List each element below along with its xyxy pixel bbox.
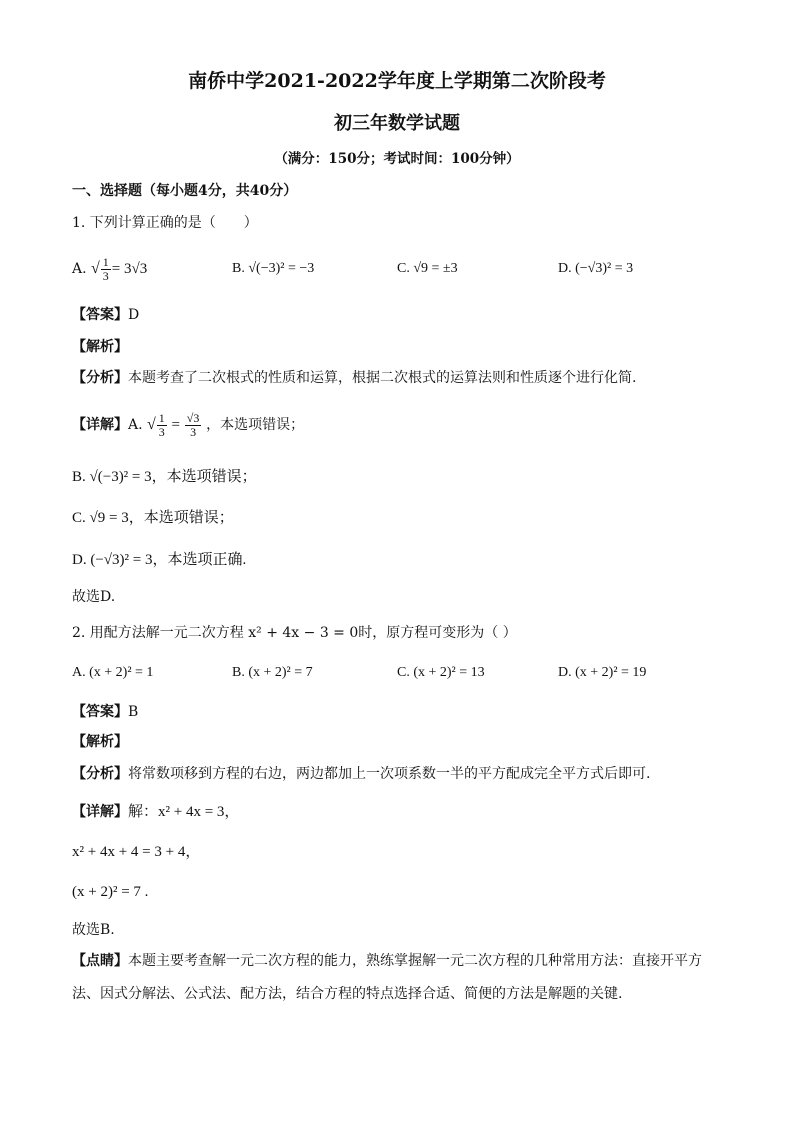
q1-option-a xyxy=(72,256,147,283)
q1-analysis-tag: 【解析】 xyxy=(72,339,128,355)
q1-detail-b: B. √(−3)² = 3，本选项错误； xyxy=(72,469,257,485)
q1-option-a-rhs: = 3√3 xyxy=(111,260,148,277)
detail-tag: 【详解】 xyxy=(72,416,128,433)
q1-option-b-expr: √(−3)² = −3 xyxy=(248,261,315,276)
q1-option-b xyxy=(232,258,314,280)
exam-note: （满分：150分；考试时间：100分钟） xyxy=(274,151,520,167)
q2-conclusion: 故选B. xyxy=(72,922,115,938)
answer-tag: 【答案】 xyxy=(72,704,128,720)
fenxi-text: 将常数项移到方程的右边，两边都加上一次项系数一半的平方配成完全平方式后即可. xyxy=(128,766,651,782)
q2-detail-2: x² + 4x + 4 = 3 + 4， xyxy=(72,844,201,860)
q1-detail-c: C. √9 = 3，本选项错误； xyxy=(72,510,234,526)
q1-option-b-label: B. xyxy=(232,261,245,276)
q1-option-c xyxy=(397,258,458,280)
fenxi-tag: 【分析】 xyxy=(72,370,128,386)
dianjing-tag: 【点睛】 xyxy=(72,953,128,969)
answer-value: B xyxy=(128,704,139,720)
exam-subtitle: 初三年数学试题 xyxy=(334,113,460,134)
q1-option-d-label: D. xyxy=(558,261,572,276)
fenxi-tag: 【分析】 xyxy=(72,766,128,782)
exam-title: 南侨中学2021-2022学年度上学期第二次阶段考 xyxy=(188,70,606,92)
q1-stem: 1. 下列计算正确的是（ ） xyxy=(72,215,258,231)
q1-option-d xyxy=(558,258,633,280)
q2-option-b: B. (x + 2)² = 7 xyxy=(232,665,313,680)
q2-option-d: D. (x + 2)² = 19 xyxy=(558,665,647,680)
detail-line-1: 解：x² + 4x = 3， xyxy=(128,804,240,820)
detail-a-suffix: ，本选项错误； xyxy=(206,416,305,433)
fraction-root3-over-3: $\frac{√3}{3}$ xyxy=(186,411,200,439)
detail-a-expr: √ $\frac{1}{3}$ = $\frac{√3}{3}$ xyxy=(147,411,200,439)
q1-option-a-expr: √ $\frac{1}{3}$ = 3√3 xyxy=(91,255,148,283)
q2-answer xyxy=(72,701,138,723)
q1-conclusion: 故选D. xyxy=(72,589,116,605)
q2-detail-1 xyxy=(72,801,239,823)
detail-a-prefix: A. xyxy=(128,416,143,433)
q2-detail-3: (x + 2)² = 7 . xyxy=(72,884,149,900)
q1-detail-a xyxy=(72,412,304,439)
section-heading: 一、选择题（每小题4分，共40分） xyxy=(72,183,298,199)
q1-fenxi xyxy=(72,367,636,389)
q2-dianjing-2: 法、因式分解法、公式法、配方法，结合方程的特点选择合适、简便的方法是解题的关键. xyxy=(72,986,623,1002)
q2-option-a: A. (x + 2)² = 1 xyxy=(72,665,154,680)
fraction-one-third: $\frac{1}{3}$ xyxy=(158,411,165,439)
answer-tag: 【答案】 xyxy=(72,307,128,323)
q2-fenxi xyxy=(72,763,650,785)
q1-answer xyxy=(72,304,139,326)
q1-option-c-label: C. xyxy=(397,261,410,276)
q1-detail-d: D. (−√3)² = 3，本选项正确. xyxy=(72,552,247,568)
q1-option-d-expr: (−√3)² = 3 xyxy=(575,261,634,276)
q2-dianjing-1 xyxy=(72,950,702,972)
q2-stem: 2. 用配方法解一元二次方程 x² + 4x − 3 = 0时，原方程可变形为（ ） xyxy=(72,625,517,641)
q1-option-c-expr: √9 = ±3 xyxy=(413,261,458,276)
q2-option-c: C. (x + 2)² = 13 xyxy=(397,665,485,680)
q1-option-a-label: A. xyxy=(72,260,87,277)
fenxi-text: 本题考查了二次根式的性质和运算，根据二次根式的运算法则和性质逐个进行化简. xyxy=(128,370,637,386)
dianjing-text-1: 本题主要考查解一元二次方程的能力，熟练掌握解一元二次方程的几种常用方法：直接开平方 xyxy=(128,953,702,969)
fraction-one-third: $\frac{1}{3}$ xyxy=(102,255,109,283)
answer-value: D xyxy=(128,307,140,323)
detail-tag: 【详解】 xyxy=(72,804,128,820)
q2-analysis-tag: 【解析】 xyxy=(72,734,128,750)
